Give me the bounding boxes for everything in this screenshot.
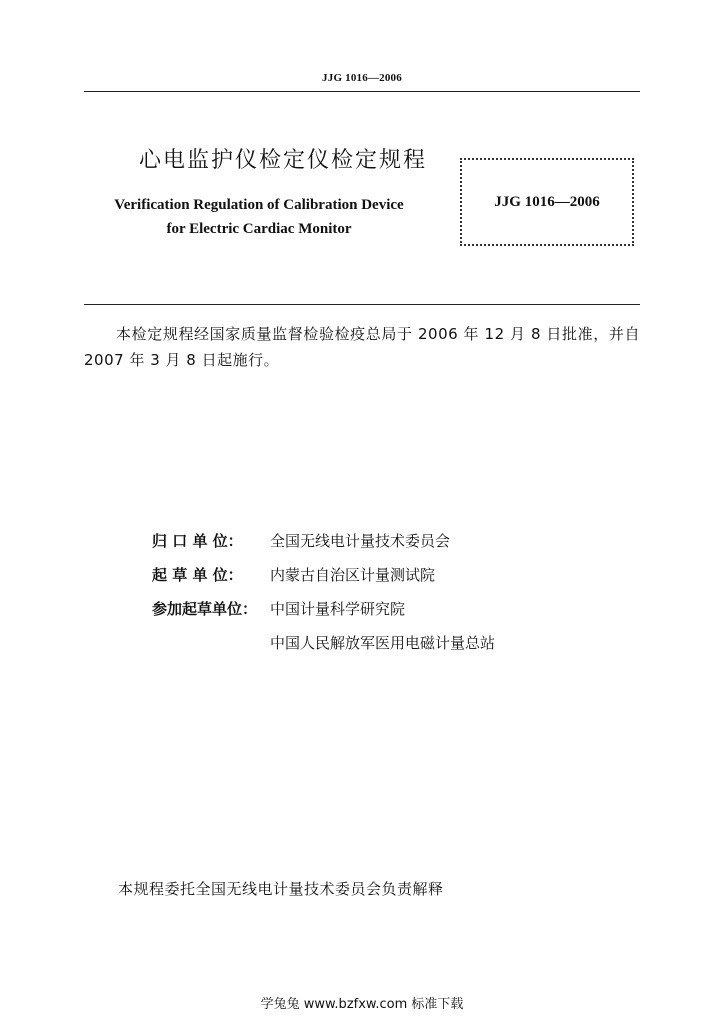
unit-label: 起 草 单 位： (152, 565, 243, 584)
unit-value: 中国人民解放军医用电磁计量总站 (270, 633, 496, 652)
header-standard-code: JJG 1016—2006 (322, 72, 402, 84)
title-chinese: 心电监护仪检定仪检定规程 (138, 148, 427, 173)
standard-code-box (460, 158, 634, 246)
top-divider (84, 91, 640, 92)
unit-label: 参加起草单位： (152, 599, 258, 618)
middle-divider (84, 304, 640, 305)
unit-label: 归 口 单 位： (152, 531, 243, 550)
footer-watermark: 学兔兔 www.bzfxw.com 标准下载 (260, 997, 464, 1012)
approval-statement: 本检定规程经国家质量监督检验检疫总局于 2006 年 12 月 8 日批准，并自 2007 年 3 月 8 日起施行。 (84, 325, 640, 369)
unit-row-participating-2 (152, 625, 612, 659)
title-english-line-2: for Electric Cardiac Monitor (166, 221, 352, 237)
unit-value: 中国计量科学研究院 (270, 599, 406, 618)
unit-row-responsible (152, 523, 612, 557)
unit-value: 全国无线电计量技术委员会 (270, 531, 451, 550)
title-english-line-1: Verification Regulation of Calibration Device (114, 197, 404, 213)
drafting-units (152, 523, 612, 659)
interpretation-delegation: 本规程委托全国无线电计量技术委员会负责解释 (118, 880, 444, 898)
unit-value: 内蒙古自治区计量测试院 (270, 565, 436, 584)
unit-row-participating (152, 591, 612, 625)
unit-row-drafting (152, 557, 612, 591)
standard-code-box-text: JJG 1016—2006 (494, 193, 600, 210)
